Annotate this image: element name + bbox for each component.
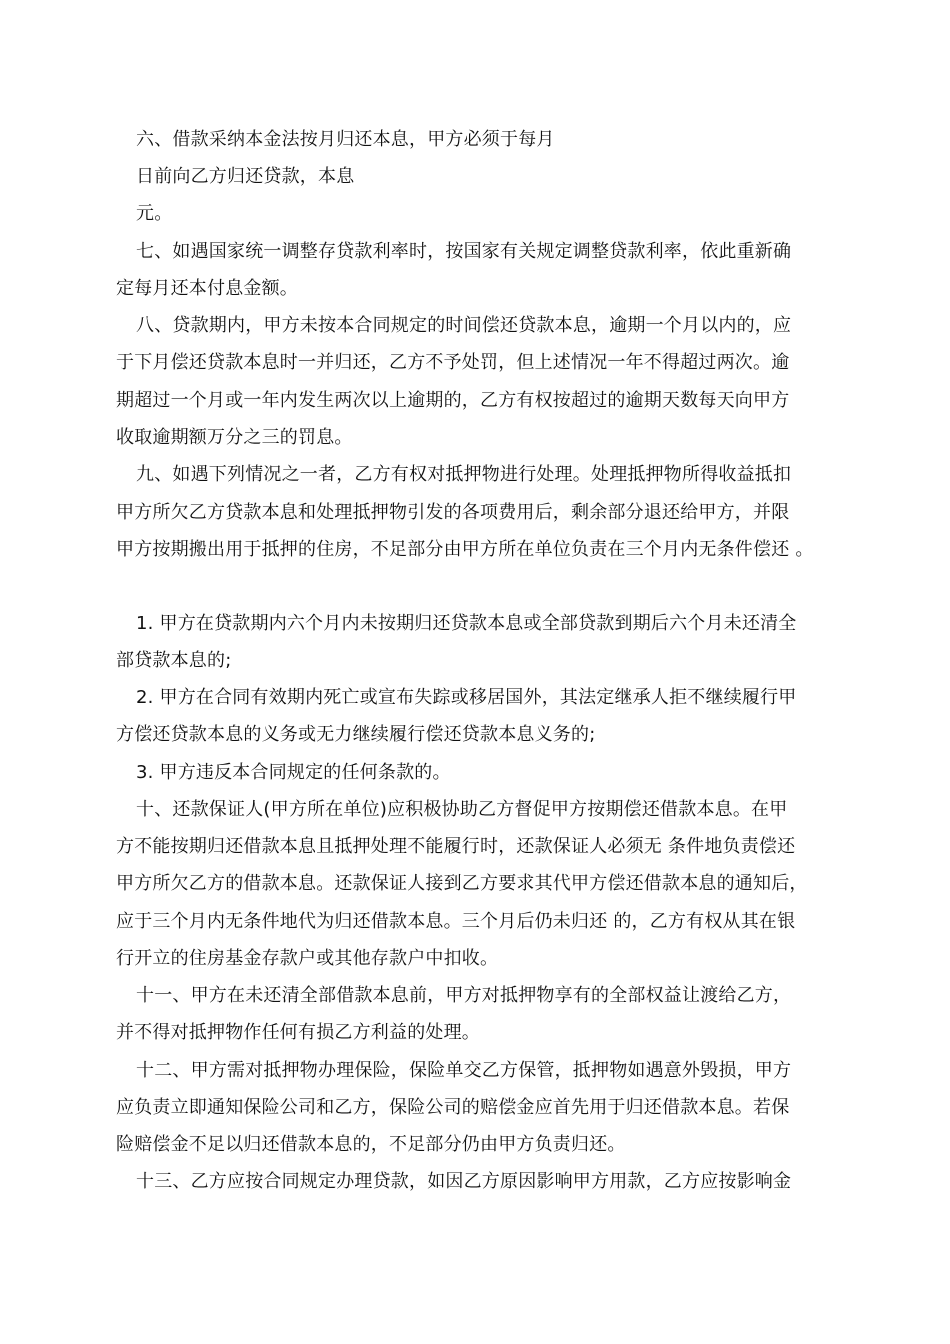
text-line: 甲方按期搬出用于抵押的住房，不足部分由甲方所在单位负责在三个月内无条件偿还 。	[116, 539, 814, 560]
text-line: 应于三个月内无条件地代为归还借款本息。三个月后仍未归还 的，乙方有权从其在银	[116, 911, 796, 932]
text-line: 1. 甲方在贷款期内六个月内未按期归还贷款本息或全部贷款到期后六个月未还清全	[136, 613, 797, 634]
text-line: 甲方所欠乙方的借款本息。还款保证人接到乙方要求其代甲方偿还借款本息的通知后，	[116, 873, 808, 894]
text-line: 于下月偿还贷款本息时一并归还，乙方不予处罚，但上述情况一年不得超过两次。逾	[116, 352, 790, 373]
text-line: 九、如遇下列情况之一者，乙方有权对抵押物进行处理。处理抵押物所得收益抵扣	[136, 464, 792, 485]
text-line: 应负责立即通知保险公司和乙方，保险公司的赔偿金应首先用于归还借款本息。若保	[116, 1097, 790, 1118]
text-line: 行开立的住房基金存款户或其他存款户中扣收。	[116, 948, 499, 969]
text-line: 甲方所欠乙方贷款本息和处理抵押物引发的各项费用后，剩余部分退还给甲方，并限	[116, 502, 790, 523]
text-line: 日前向乙方归还贷款，本息	[136, 166, 355, 187]
text-line: 十三、乙方应按合同规定办理贷款，如因乙方原因影响甲方用款，乙方应按影响金	[136, 1171, 792, 1192]
text-line: 3. 甲方违反本合同规定的任何条款的。	[136, 762, 451, 783]
text-line: 八、贷款期内，甲方未按本合同规定的时间偿还贷款本息，逾期一个月以内的，应	[136, 315, 792, 336]
text-line: 元。	[136, 203, 173, 224]
text-line: 方不能按期归还借款本息且抵押处理不能履行时，还款保证人必须无 条件地负责偿还	[116, 836, 796, 857]
text-line: 定每月还本付息金额。	[116, 278, 298, 299]
text-line: 期超过一个月或一年内发生两次以上逾期的，乙方有权按超过的逾期天数每天向甲方	[116, 390, 790, 411]
text-line: 2. 甲方在合同有效期内死亡或宣布失踪或移居国外，其法定继承人拒不继续履行甲	[136, 687, 797, 708]
text-line: 十二、甲方需对抵押物办理保险，保险单交乙方保管，抵押物如遇意外毁损，甲方	[136, 1060, 792, 1081]
text-line: 七、如遇国家统一调整存贷款利率时，按国家有关规定调整贷款利率，依此重新确	[136, 241, 792, 262]
text-line: 险赔偿金不足以归还借款本息的，不足部分仍由甲方负责归还。	[116, 1134, 626, 1155]
text-line: 并不得对抵押物作任何有损乙方利益的处理。	[116, 1022, 480, 1043]
text-line: 收取逾期额万分之三的罚息。	[116, 427, 353, 448]
text-line: 部贷款本息的;	[116, 650, 232, 671]
text-line: 十一、甲方在未还清全部借款本息前，甲方对抵押物享有的全部权益让渡给乙方，	[136, 985, 792, 1006]
text-line: 方偿还贷款本息的义务或无力继续履行偿还贷款本息义务的;	[116, 724, 596, 745]
text-line: 十、还款保证人(甲方所在单位)应积极协助乙方督促甲方按期偿还借款本息。在甲	[136, 799, 788, 820]
text-line: 六、借款采纳本金法按月归还本息，甲方必须于每月	[136, 129, 555, 150]
